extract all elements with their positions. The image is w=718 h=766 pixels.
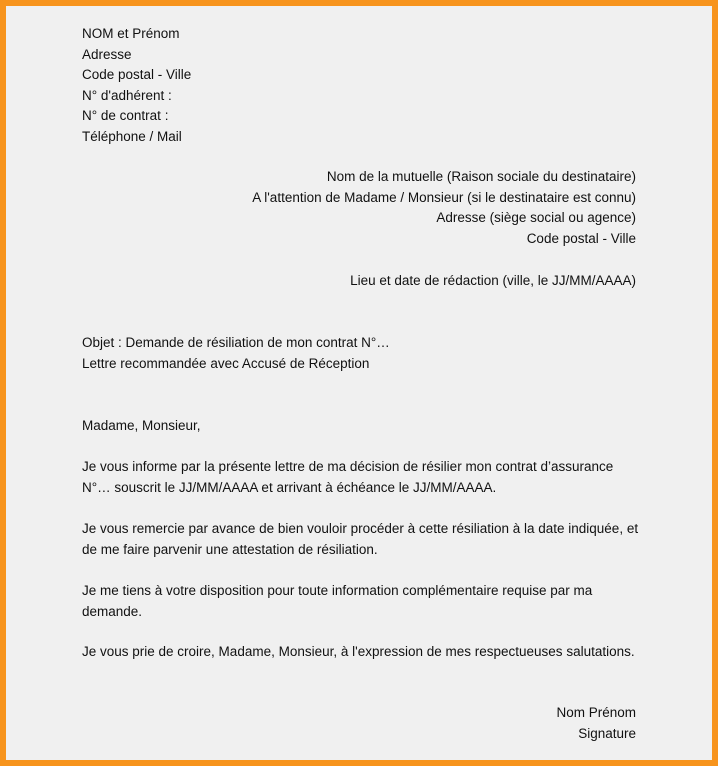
- body-paragraph-2-line-1: Je vous remercie par avance de bien vouloir procéder à cette résiliation à la date indiquée, et: [82, 521, 639, 536]
- body-paragraph-1: [82, 457, 613, 498]
- body-paragraph-1-line-1: Je vous informe par la présente lettre de ma décision de résilier mon contrat d’assurance: [82, 459, 614, 474]
- body-paragraph-4: [82, 642, 635, 663]
- body-paragraph-3: [82, 581, 592, 622]
- recipient-company: Nom de la mutuelle (Raison sociale du destinataire): [326, 169, 636, 184]
- place-date: Lieu et date de rédaction (ville, le JJ/MM/AAAA): [350, 273, 636, 288]
- body-paragraph-2-line-2: de me faire parvenir une attestation de résiliation.: [82, 541, 378, 557]
- sender-phone-mail: Téléphone / Mail: [82, 128, 182, 144]
- recipient-block: [252, 167, 636, 249]
- body-paragraph-4-line-1: Je vous prie de croire, Madame, Monsieur, à l'expression de mes respectueuses salutations.: [82, 644, 635, 659]
- recipient-postal-city: Code postal - Ville: [526, 230, 636, 246]
- sender-name: NOM et Prénom: [82, 26, 180, 41]
- recipient-attention: A l'attention de Madame / Monsieur (si le destinataire est connu): [252, 189, 636, 205]
- body-paragraph-1-line-2: N°… souscrit le JJ/MM/AAAA et arrivant à échéance le JJ/MM/AAAA.: [82, 479, 497, 495]
- registered-letter-line: Lettre recommandée avec Accusé de Réception: [82, 355, 370, 371]
- signature-name: Nom Prénom: [556, 705, 636, 720]
- signature-block: [556, 703, 636, 744]
- recipient-address: Adresse (siège social ou agence): [436, 210, 636, 226]
- sender-address: Adresse: [82, 46, 132, 62]
- sender-block: [82, 24, 191, 148]
- body-paragraph-3-line-2: demande.: [82, 603, 143, 619]
- salutation: Madame, Monsieur,: [82, 418, 201, 433]
- letter-page: [6, 6, 712, 760]
- sender-member-number: N° d'adhérent :: [82, 87, 172, 103]
- signature-label: Signature: [578, 725, 636, 741]
- sender-contract-number: N° de contrat :: [82, 108, 169, 124]
- body-paragraph-2: [82, 519, 638, 560]
- sender-postal-city: Code postal - Ville: [82, 67, 192, 83]
- subject-block: [82, 333, 390, 374]
- subject-line: Objet : Demande de résiliation de mon contrat N°…: [82, 335, 390, 350]
- body-paragraph-3-line-1: Je me tiens à votre disposition pour toute information complémentaire requise par ma: [82, 583, 593, 598]
